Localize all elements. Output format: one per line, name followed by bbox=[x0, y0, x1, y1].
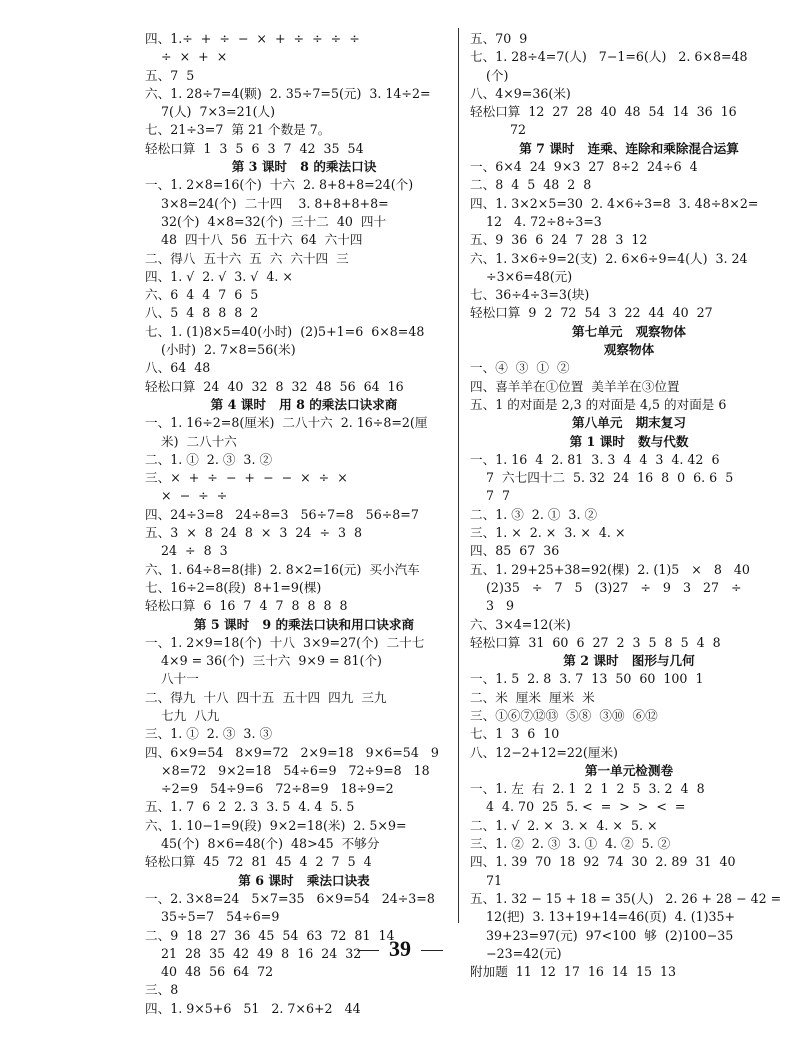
section-heading: 第八单元 期末复习 bbox=[572, 415, 686, 431]
answer-line: 四、1. 3×2×5=30 2. 4×6÷3=8 3. 48÷8×2= bbox=[470, 195, 759, 211]
answer-line: 三、①⑥⑦⑫⑬ ⑤⑧ ③⑩ ⑥⑫ bbox=[470, 707, 658, 723]
answer-line: 二、1. √ 2. × 3. × 4. × 5. × bbox=[470, 817, 658, 833]
answer-line: 一、6×4 24 9×3 27 8÷2 24÷6 4 bbox=[470, 159, 698, 175]
answer-line: 六、1. 3×6÷9=2(支) 2. 6×6÷9=4(人) 3. 24 bbox=[470, 250, 748, 266]
answer-line: 35÷5=7 54÷6=9 bbox=[145, 909, 280, 925]
answer-line: 三、1. ① 2. ③ 3. ③ bbox=[145, 726, 273, 742]
answer-line: 四、1. 39 70 18 92 74 30 2. 89 31 40 bbox=[470, 854, 736, 870]
answer-line: 12(把) 3. 13+19+14=46(页) 4. (1)35+ bbox=[470, 909, 736, 925]
answer-line: ÷ × + × bbox=[145, 49, 228, 65]
footer-dash-right bbox=[421, 950, 443, 951]
answer-line: 二、米 厘米 厘米 米 bbox=[470, 689, 595, 705]
answer-line: 五、3 × 8 24 8 × 3 24 ÷ 3 8 bbox=[145, 525, 363, 541]
answer-line: 八、12−2+12=22(厘米) bbox=[470, 744, 618, 760]
answer-line: 六、1. 10−1=9(段) 9×2=18(米) 2. 5×9= bbox=[145, 817, 407, 833]
answer-line: 七、36÷4÷3=3(块) bbox=[470, 287, 590, 303]
answer-line: 五、1 的对面是 2,3 的对面是 4,5 的对面是 6 bbox=[470, 396, 727, 412]
answer-line: 轻松口算 45 72 81 45 4 2 7 5 4 bbox=[145, 854, 372, 870]
answer-line: 48 四十八 56 五十六 64 六十四 bbox=[145, 232, 363, 248]
section-heading: 第 5 课时 9 的乘法口诀和用口诀求商 bbox=[193, 616, 415, 632]
answer-line: 四、喜羊羊在①位置 美羊羊在③位置 bbox=[470, 378, 680, 394]
answer-line: 3 9 bbox=[470, 598, 515, 614]
answer-line: 七、1. (1)8×5=40(小时) (2)5+1=6 6×8=48 bbox=[145, 323, 425, 339]
answer-line: 四、1. √ 2. √ 3. √ 4. × bbox=[145, 268, 293, 284]
answer-line: 39+23=97(元) 97<100 够 (2)100−35 bbox=[470, 927, 734, 943]
answer-line: 7(人) 7×3=21(人) bbox=[145, 104, 276, 120]
answer-line: 7 7 bbox=[470, 488, 511, 504]
answer-line: × − ÷ ÷ bbox=[145, 488, 228, 504]
section-heading: 第一单元检测卷 bbox=[584, 762, 674, 778]
answer-line: −23=42(元) bbox=[470, 945, 562, 961]
answer-line: 五、1. 7 6 2 2. 3 3. 5 4. 4 5. 5 bbox=[145, 799, 355, 815]
answer-line: 一、1. 2×8=16(个) 十六 2. 8+8+8=24(个) bbox=[145, 177, 414, 193]
answer-line: 一、2. 3×8=24 5×7=35 6×9=54 24÷3=8 bbox=[145, 890, 435, 906]
answer-line: 四、1.÷ + ÷ − × + ÷ ÷ ÷ ÷ bbox=[145, 31, 360, 46]
answer-line: 二、得八 五十六 五 六 六十四 三 bbox=[145, 250, 349, 266]
answer-line: ×8=72 9×2=18 54÷6=9 72÷9=8 18 bbox=[145, 762, 430, 778]
answer-line: 五、70 9 bbox=[470, 31, 528, 46]
answer-line: 四、85 67 36 bbox=[470, 543, 560, 559]
answer-line: 米) 二八十六 bbox=[145, 433, 237, 449]
answer-line: 六、1. 64÷8=8(排) 2. 8×2=16(元) 买小汽车 bbox=[145, 561, 420, 577]
section-heading: 第 6 课时 乘法口诀表 bbox=[238, 872, 370, 888]
answer-line: 21 28 35 42 49 8 16 24 32 bbox=[145, 945, 362, 961]
answer-line: 六、1. 28÷7=4(颗) 2. 35÷7=5(元) 3. 14÷2= bbox=[145, 85, 431, 101]
answer-line: 7 六七四十二 5. 32 24 16 8 0 6. 6 5 bbox=[470, 470, 734, 486]
answer-line: 32(个) 4×8=32(个) 三十二 40 四十 bbox=[145, 213, 387, 229]
answer-line: 四、6×9=54 8×9=72 2×9=18 9×6=54 9 bbox=[145, 744, 439, 760]
answer-line: 轻松口算 24 40 32 8 32 48 56 64 16 bbox=[145, 378, 404, 394]
right-column bbox=[470, 30, 788, 981]
answer-line: 八、4×9=36(米) bbox=[470, 85, 571, 101]
answer-line: 五、1. 29+25+38=92(棵) 2. (1)5 × 8 40 bbox=[470, 561, 750, 577]
section-heading: 第 2 课时 图形与几何 bbox=[563, 653, 695, 669]
answer-line: 轻松口算 9 2 72 54 3 22 44 40 27 bbox=[470, 305, 713, 321]
answer-line: 七、1. 28÷4=7(人) 7−1=6(人) 2. 6×8=48 bbox=[470, 49, 748, 65]
answer-line: 一、④ ③ ① ② bbox=[470, 360, 570, 376]
answer-line: 附加题 11 12 17 16 14 15 13 bbox=[470, 964, 677, 980]
answer-line: 一、1. 5 2. 8 3. 7 13 50 60 100 1 bbox=[470, 671, 704, 687]
answer-line: 45(个) 8×6=48(个) 48>45 不够分 bbox=[145, 836, 380, 852]
answer-line: (小时) 2. 7×8=56(米) bbox=[145, 342, 296, 358]
page-footer bbox=[0, 936, 800, 962]
answer-line: 71 bbox=[470, 872, 503, 888]
answer-line: 24 ÷ 8 3 bbox=[145, 543, 228, 559]
answer-line: 12 4. 72÷8÷3=3 bbox=[470, 213, 602, 229]
section-heading: 第 3 课时 8 的乘法口诀 bbox=[231, 159, 377, 175]
answer-line: 轻松口算 6 16 7 4 7 8 8 8 8 bbox=[145, 598, 348, 614]
answer-line: 八、5 4 8 8 8 2 bbox=[145, 305, 259, 321]
answer-line: 五、9 36 6 24 7 28 3 12 bbox=[470, 232, 648, 248]
answer-line: 一、1. 2×9=18(个) 十八 3×9=27(个) 二十七 bbox=[145, 634, 425, 650]
section-heading: 观察物体 bbox=[603, 342, 655, 358]
answer-line: 一、1. 左 右 2. 1 2 1 2 5 3. 2 4 8 bbox=[470, 781, 705, 797]
answer-line: 七九 八九 bbox=[145, 707, 220, 723]
answer-line: 二、1. ③ 2. ① 3. ② bbox=[470, 506, 598, 522]
answer-line: 4 4. 70 25 5. < = > > < = bbox=[470, 799, 686, 815]
answer-line: 轻松口算 1 3 5 6 3 7 42 35 54 bbox=[145, 140, 364, 156]
answer-line: 一、1. 16÷2=8(厘米) 二八十六 2. 16÷8=2(厘 bbox=[145, 415, 428, 431]
section-heading: 第 1 课时 数与代数 bbox=[569, 433, 689, 449]
answer-line: 4×9 = 36(个) 三十六 9×9 = 81(个) bbox=[145, 653, 382, 669]
answer-line: 六、6 4 4 7 6 5 bbox=[145, 287, 259, 303]
answer-line: (个) bbox=[470, 67, 509, 83]
section-heading: 第 4 课时 用 8 的乘法口诀求商 bbox=[210, 396, 398, 412]
section-heading: 第 7 课时 连乘、连除和乘除混合运算 bbox=[519, 140, 739, 156]
answer-line: 八、64 48 bbox=[145, 360, 211, 376]
section-heading: 第七单元 观察物体 bbox=[572, 323, 686, 339]
answer-line: 40 48 56 64 72 bbox=[145, 964, 274, 980]
answer-line: 六、3×4=12(米) bbox=[470, 616, 571, 632]
answer-line: 二、9 18 27 36 45 54 63 72 81 14 bbox=[145, 927, 395, 943]
answer-line: 轻松口算 31 60 6 27 2 3 5 8 5 4 8 bbox=[470, 634, 721, 650]
answer-line: 五、7 5 bbox=[145, 67, 195, 83]
answer-line: 七、21÷3=7 第 21 个数是 7。 bbox=[145, 122, 331, 138]
left-column bbox=[145, 30, 463, 1018]
answer-line: 三、8 bbox=[145, 982, 179, 998]
answer-line: 四、1. 9×5+6 51 2. 7×6+2 44 bbox=[145, 1000, 361, 1016]
answer-line: 一、1. 16 4 2. 81 3. 3 4 4 3 4. 42 6 bbox=[470, 451, 720, 467]
answer-line: ÷3×6=48(元) bbox=[470, 268, 573, 284]
footer-dash-left bbox=[357, 950, 379, 951]
answer-line: 轻松口算 12 27 28 40 48 54 14 36 16 bbox=[470, 104, 737, 120]
answer-line: 三、× + ÷ − + − − × ÷ × bbox=[145, 470, 348, 486]
answer-line: 八十一 bbox=[145, 671, 199, 687]
page-number: 39 bbox=[389, 936, 411, 961]
answer-line: 三、1. ② 2. ③ 3. ① 4. ② 5. ② bbox=[470, 836, 671, 852]
answer-line: 四、24÷3=8 24÷8=3 56÷7=8 56÷8=7 bbox=[145, 506, 419, 522]
answer-line: 二、得九 十八 四十五 五十四 四九 三九 bbox=[145, 689, 387, 705]
answer-line: ÷2=9 54÷9=6 72÷8=9 18÷9=2 bbox=[145, 781, 394, 797]
answer-line: 七、16÷2=8(段) 8+1=9(棵) bbox=[145, 579, 322, 595]
answer-line: 五、1. 32 − 15 + 18 = 35(人) 2. 26 + 28 − 42 = bbox=[470, 890, 782, 906]
answer-line: 3×8=24(个) 二十四 3. 8+8+8+8= bbox=[145, 195, 389, 211]
answer-line: 七、1 3 6 10 bbox=[470, 726, 560, 742]
answer-line: 二、8 4 5 48 2 8 bbox=[470, 177, 592, 193]
answer-line: (2)35 ÷ 7 5 (3)27 ÷ 9 3 27 ÷ bbox=[470, 579, 742, 595]
answer-line: 二、1. ① 2. ③ 3. ② bbox=[145, 451, 273, 467]
answer-line: 72 bbox=[470, 122, 527, 138]
column-divider bbox=[458, 28, 459, 923]
answer-line: 三、1. × 2. × 3. × 4. × bbox=[470, 525, 626, 541]
